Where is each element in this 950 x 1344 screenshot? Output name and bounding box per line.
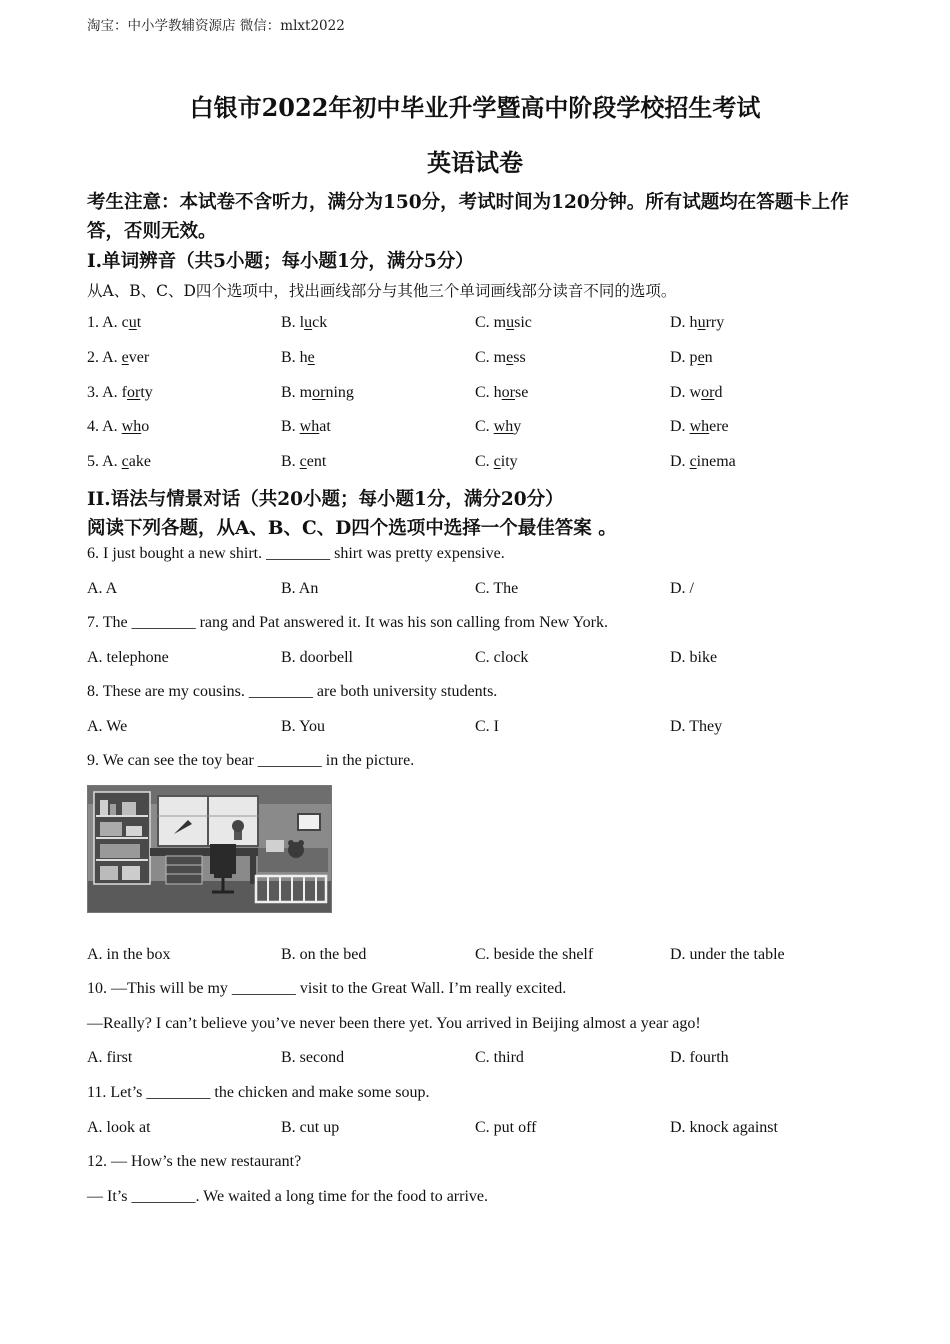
- option-a[interactable]: A. A: [87, 580, 118, 597]
- option-d[interactable]: D. They: [670, 718, 723, 735]
- question-10-options: [87, 1049, 867, 1073]
- underlined-segment: e: [307, 349, 315, 366]
- underlined-segment: u: [506, 314, 515, 331]
- option-a[interactable]: A. first: [87, 1049, 133, 1066]
- question-6-options: [87, 580, 867, 604]
- underlined-segment: or: [501, 384, 515, 401]
- option-d[interactable]: D. hurry: [670, 314, 725, 331]
- question-10: 10. —This will be my ________ visit to the Great Wall. I’m really excited.: [87, 980, 567, 997]
- option-a[interactable]: 5. A. cake: [87, 453, 151, 470]
- underlined-segment: c: [689, 453, 697, 470]
- option-a[interactable]: A. look at: [87, 1119, 151, 1136]
- question-7-options: [87, 649, 867, 673]
- underlined-segment: e: [697, 349, 705, 366]
- option-d[interactable]: D. pen: [670, 349, 713, 366]
- option-b[interactable]: B. An: [281, 580, 319, 597]
- question-9-options: [87, 946, 867, 970]
- question-12-reply: — It’s ________. We waited a long time for the food to arrive.: [87, 1188, 488, 1205]
- underlined-segment: wh: [299, 418, 320, 435]
- option-b[interactable]: B. luck: [281, 314, 328, 331]
- phonetics-question-5: [87, 453, 867, 477]
- exam-subtitle: 英语试卷: [427, 148, 523, 177]
- underlined-segment: wh: [121, 418, 142, 435]
- question-10-reply: —Really? I can’t believe you’ve never been there yet. You arrived in Beijing almost a year ago!: [87, 1015, 701, 1032]
- option-b[interactable]: B. doorbell: [281, 649, 353, 666]
- option-a[interactable]: 2. A. ever: [87, 349, 150, 366]
- option-d[interactable]: D. bike: [670, 649, 718, 666]
- option-c[interactable]: C. third: [475, 1049, 524, 1066]
- exam-notice: 考生注意：本试卷不含听力，满分为150分，考试时间为120分钟。所有试题均在答题卡上作答，否则无效。: [87, 192, 849, 242]
- question-7: 7. The ________ rang and Pat answered it. It was his son calling from New York.: [87, 614, 608, 631]
- option-d[interactable]: D. where: [670, 418, 729, 435]
- room-picture: [87, 785, 332, 913]
- option-c[interactable]: C. music: [475, 314, 532, 331]
- option-d[interactable]: D. cinema: [670, 453, 736, 470]
- phonetics-question-1: [87, 314, 867, 338]
- option-d[interactable]: D. under the table: [670, 946, 785, 963]
- option-b[interactable]: B. on the bed: [281, 946, 367, 963]
- question-11-options: [87, 1119, 867, 1143]
- page-header: 淘宝：中小学教辅资源店 微信：mlxt2022: [87, 18, 345, 34]
- section2-instruction: 阅读下列各题，从A、B、C、D四个选项中选择一个最佳答案 。: [87, 518, 617, 539]
- section1-heading: I.单词辨音（共5小题；每小题1分，满分5分）: [87, 251, 474, 272]
- question-12: 12. — How’s the new restaurant?: [87, 1153, 302, 1170]
- option-c[interactable]: C. beside the shelf: [475, 946, 594, 963]
- option-b[interactable]: B. morning: [281, 384, 354, 401]
- underlined-segment: c: [493, 453, 501, 470]
- option-d[interactable]: D. fourth: [670, 1049, 729, 1066]
- phonetics-question-2: [87, 349, 867, 373]
- section1-instruction: 从A、B、C、D四个选项中，找出画线部分与其他三个单词画线部分读音不同的选项。: [87, 282, 677, 300]
- option-c[interactable]: C. put off: [475, 1119, 537, 1136]
- option-d[interactable]: D. knock against: [670, 1119, 778, 1136]
- underlined-segment: or: [312, 384, 326, 401]
- question-11: 11. Let’s ________ the chicken and make some soup.: [87, 1084, 430, 1101]
- option-c[interactable]: C. horse: [475, 384, 529, 401]
- underlined-segment: or: [127, 384, 141, 401]
- option-b[interactable]: B. second: [281, 1049, 345, 1066]
- underlined-segment: or: [701, 384, 715, 401]
- option-c[interactable]: C. The: [475, 580, 519, 597]
- option-a[interactable]: 4. A. who: [87, 418, 150, 435]
- option-c[interactable]: C. why: [475, 418, 522, 435]
- underlined-segment: u: [697, 314, 706, 331]
- option-b[interactable]: B. what: [281, 418, 331, 435]
- underlined-segment: c: [299, 453, 307, 470]
- option-c[interactable]: C. mess: [475, 349, 526, 366]
- underlined-segment: u: [304, 314, 313, 331]
- option-c[interactable]: C. clock: [475, 649, 529, 666]
- underlined-segment: wh: [689, 418, 710, 435]
- phonetics-question-3: [87, 384, 867, 408]
- option-b[interactable]: B. cut up: [281, 1119, 340, 1136]
- underlined-segment: c: [121, 453, 129, 470]
- underlined-segment: e: [121, 349, 129, 366]
- option-b[interactable]: B. cent: [281, 453, 327, 470]
- option-a[interactable]: 1. A. cut: [87, 314, 142, 331]
- option-c[interactable]: C. I: [475, 718, 499, 735]
- phonetics-question-4: [87, 418, 867, 442]
- underlined-segment: wh: [493, 418, 514, 435]
- room-illustration: [88, 786, 331, 912]
- option-d[interactable]: D. /: [670, 580, 694, 597]
- underlined-segment: u: [128, 314, 137, 331]
- exam-title: 白银市2022年初中毕业升学暨高中阶段学校招生考试: [189, 93, 761, 122]
- section2-heading: II.语法与情景对话（共20小题；每小题1分，满分20分）: [87, 489, 564, 510]
- question-6: 6. I just bought a new shirt. ________ shirt was pretty expensive.: [87, 545, 505, 562]
- question-9: 9. We can see the toy bear ________ in the picture.: [87, 752, 415, 769]
- underlined-segment: e: [506, 349, 514, 366]
- option-c[interactable]: C. city: [475, 453, 518, 470]
- option-b[interactable]: B. You: [281, 718, 326, 735]
- question-8-options: [87, 718, 867, 742]
- option-d[interactable]: D. word: [670, 384, 723, 401]
- option-a[interactable]: A. telephone: [87, 649, 169, 666]
- question-8: 8. These are my cousins. ________ are both university students.: [87, 683, 498, 700]
- option-b[interactable]: B. he: [281, 349, 315, 366]
- option-a[interactable]: 3. A. forty: [87, 384, 153, 401]
- option-a[interactable]: A. We: [87, 718, 128, 735]
- option-a[interactable]: A. in the box: [87, 946, 171, 963]
